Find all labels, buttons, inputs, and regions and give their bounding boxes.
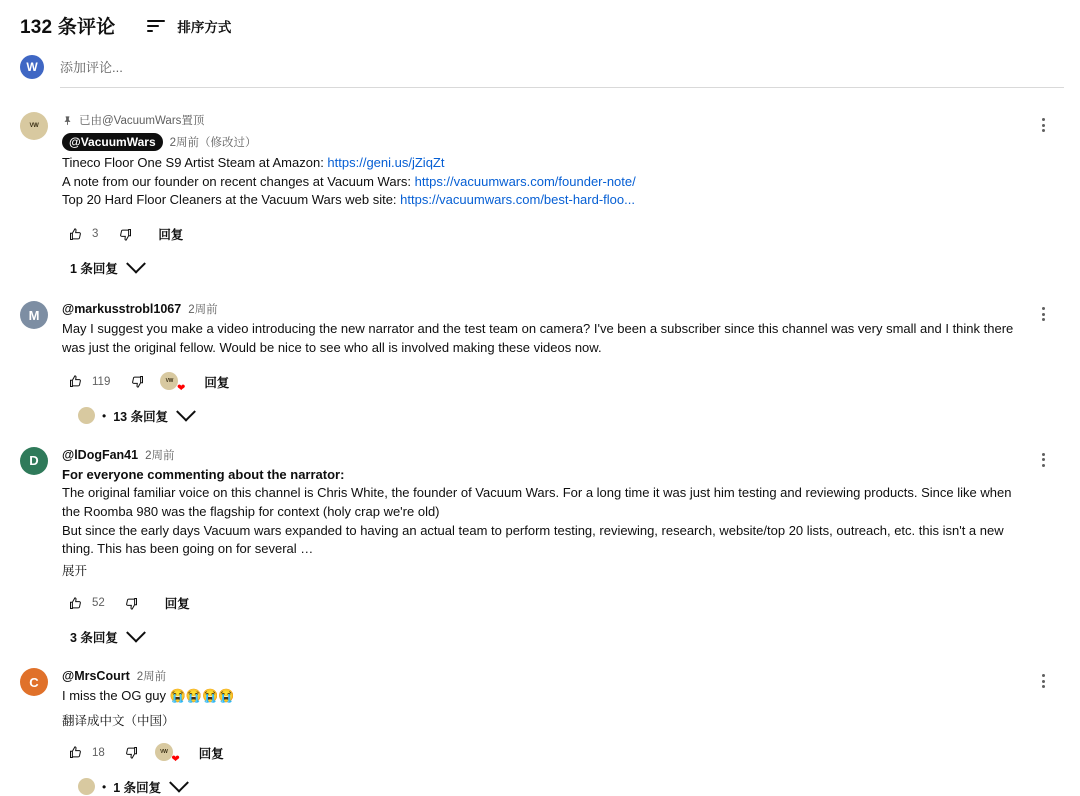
sort-button[interactable] bbox=[147, 16, 231, 36]
like-count: 18 bbox=[92, 746, 105, 759]
comment-item bbox=[16, 662, 1064, 768]
creator-avatar: VW bbox=[160, 372, 178, 390]
like-count: 119 bbox=[92, 375, 111, 388]
timestamp[interactable]: 2周前 bbox=[145, 449, 175, 462]
dot-separator: • bbox=[102, 408, 107, 423]
dislike-button[interactable] bbox=[119, 740, 145, 766]
comment-line-text: A note from our founder on recent changes at Vacuum Wars: bbox=[62, 173, 415, 189]
translate-button[interactable]: 翻译成中文（中国） bbox=[62, 713, 175, 728]
creator-heart bbox=[155, 741, 179, 765]
comment-link[interactable]: https://vacuumwars.com/best-hard-floo... bbox=[400, 192, 635, 208]
like-count: 52 bbox=[92, 597, 105, 610]
creator-avatar bbox=[78, 407, 95, 424]
comment-line bbox=[62, 173, 1030, 192]
avatar[interactable] bbox=[20, 301, 48, 329]
comment-count: 132 条评论 bbox=[20, 17, 116, 38]
avatar[interactable] bbox=[20, 668, 48, 696]
comment-text bbox=[62, 466, 1030, 560]
comment-line bbox=[62, 191, 1030, 210]
reply-button[interactable]: 回复 bbox=[164, 597, 190, 612]
reply-button[interactable]: 回复 bbox=[158, 228, 184, 243]
dislike-button[interactable] bbox=[124, 369, 150, 395]
comment-line-text: For everyone commenting about the narrator: bbox=[62, 466, 345, 482]
comment-body bbox=[62, 668, 1064, 768]
more-options-icon[interactable] bbox=[1030, 112, 1056, 138]
like-button[interactable] bbox=[62, 590, 88, 616]
comment-line bbox=[62, 154, 1030, 173]
comment-actions bbox=[62, 219, 1030, 249]
add-comment-row[interactable] bbox=[16, 49, 1064, 88]
dislike-button[interactable] bbox=[119, 590, 145, 616]
replies-count-label: 1 条回复 bbox=[70, 262, 118, 277]
creator-avatar bbox=[78, 778, 95, 795]
comment-line-text: But since the early days Vacuum wars expanded to having an actual team to perform testing, reviewing, research, website/top 20 lists, outreach, etc. this isn't a new thing. This has been going on for several … bbox=[62, 522, 1004, 557]
comment-item bbox=[16, 106, 1064, 249]
thumbs-up-icon bbox=[68, 596, 83, 611]
thumbs-down-icon bbox=[124, 596, 139, 611]
dislike-button[interactable] bbox=[112, 221, 138, 247]
chevron-down-icon bbox=[126, 623, 146, 643]
comment-body bbox=[62, 112, 1064, 249]
avatar-letter: M bbox=[28, 307, 40, 323]
comment-line-text: The original familiar voice on this channel is Chris White, the founder of Vacuum Wars. For a long time it was just him testing and reviewing products. Since like when the Roomba 980 was the flagship for context (holy crap we're old) bbox=[62, 485, 1012, 520]
comment-item bbox=[16, 441, 1064, 619]
author-name[interactable]: @VacuumWars bbox=[62, 133, 163, 151]
comment-actions bbox=[62, 367, 1030, 397]
comment-body bbox=[62, 301, 1064, 396]
add-comment-input[interactable] bbox=[60, 57, 1064, 88]
pinned-text: 已由@VacuumWars置顶 bbox=[79, 115, 205, 127]
creator-avatar: VW bbox=[155, 743, 173, 761]
comment-item bbox=[16, 295, 1064, 396]
comment-body bbox=[62, 447, 1064, 619]
comment-text bbox=[62, 154, 1030, 210]
more-options-icon[interactable] bbox=[1030, 668, 1056, 694]
thumbs-down-icon bbox=[124, 745, 139, 760]
comment-line-text: Tineco Floor One S9 Artist Steam at Amazon: bbox=[62, 155, 328, 170]
replies-count-label: 13 条回复 bbox=[113, 409, 169, 424]
chevron-down-icon bbox=[176, 401, 196, 421]
avatar-letter: C bbox=[29, 674, 39, 690]
chevron-down-icon bbox=[169, 773, 189, 793]
replies-count-label: 1 条回复 bbox=[113, 780, 162, 795]
heart-icon: ❤ bbox=[176, 382, 186, 394]
reply-button[interactable]: 回复 bbox=[198, 746, 224, 761]
thumbs-down-icon bbox=[118, 227, 133, 242]
replies-toggle[interactable] bbox=[70, 259, 1064, 277]
author-name[interactable]: @lDogFan41 bbox=[62, 447, 139, 462]
replies-count-label: 3 条回复 bbox=[70, 631, 118, 646]
more-options-icon[interactable] bbox=[1030, 447, 1056, 473]
reply-button[interactable]: 回复 bbox=[204, 375, 230, 390]
read-more-button[interactable]: 展开 bbox=[62, 564, 88, 579]
avatar[interactable]: VW bbox=[20, 112, 48, 140]
avatar-letter: D bbox=[29, 453, 39, 469]
timestamp[interactable]: 2周前 bbox=[188, 304, 218, 317]
thumbs-up-icon bbox=[68, 745, 83, 760]
replies-toggle[interactable] bbox=[70, 628, 1064, 646]
author-line bbox=[62, 447, 1030, 463]
dot-separator: • bbox=[102, 779, 107, 794]
thumbs-down-icon bbox=[130, 374, 145, 389]
comment-actions bbox=[62, 588, 1030, 618]
like-button[interactable] bbox=[62, 740, 88, 766]
comment-text: May I suggest you make a video introducing the new narrator and the test team on camera? I've been a subscriber since this channel was very small and I think there was just the original fellow. Would be nice to see who all is involved making these videos now. bbox=[62, 321, 1014, 355]
like-count: 3 bbox=[92, 228, 99, 241]
like-button[interactable] bbox=[62, 369, 88, 395]
avatar-letter: W bbox=[26, 60, 38, 74]
comment-link[interactable]: https://vacuumwars.com/founder-note/ bbox=[414, 173, 636, 189]
author-name[interactable]: @MrsCourt bbox=[62, 669, 130, 684]
timestamp[interactable]: 2周前（修改过） bbox=[169, 137, 257, 149]
replies-toggle[interactable] bbox=[78, 407, 1064, 425]
pinned-indicator bbox=[62, 112, 1030, 128]
timestamp[interactable]: 2周前 bbox=[136, 671, 167, 684]
comments-header bbox=[16, 0, 1064, 49]
chevron-down-icon bbox=[126, 254, 146, 274]
more-options-icon[interactable] bbox=[1030, 301, 1056, 327]
comment-line-text: Top 20 Hard Floor Cleaners at the Vacuum Wars web site: bbox=[62, 192, 401, 208]
author-line bbox=[62, 668, 1030, 684]
like-button[interactable] bbox=[62, 221, 88, 247]
sort-lines-icon bbox=[147, 18, 169, 34]
comment-text: I miss the OG guy 😭😭😭😭 bbox=[62, 688, 235, 704]
avatar[interactable] bbox=[20, 447, 48, 475]
pin-icon bbox=[62, 115, 73, 126]
comment-link[interactable]: https://geni.us/jZiqZt bbox=[327, 155, 445, 170]
thumbs-up-icon bbox=[68, 227, 83, 242]
replies-toggle[interactable] bbox=[78, 778, 1064, 796]
add-comment-placeholder: 添加评论... bbox=[60, 60, 123, 75]
heart-icon: ❤ bbox=[171, 753, 180, 765]
author-line bbox=[62, 301, 1030, 317]
avatar bbox=[20, 55, 44, 79]
comment-actions bbox=[62, 738, 1030, 768]
author-line bbox=[62, 133, 1030, 151]
thumbs-up-icon bbox=[68, 374, 83, 389]
author-name[interactable]: @markusstrobl1067 bbox=[62, 302, 182, 317]
sort-label: 排序方式 bbox=[177, 19, 232, 35]
creator-heart bbox=[160, 370, 184, 394]
